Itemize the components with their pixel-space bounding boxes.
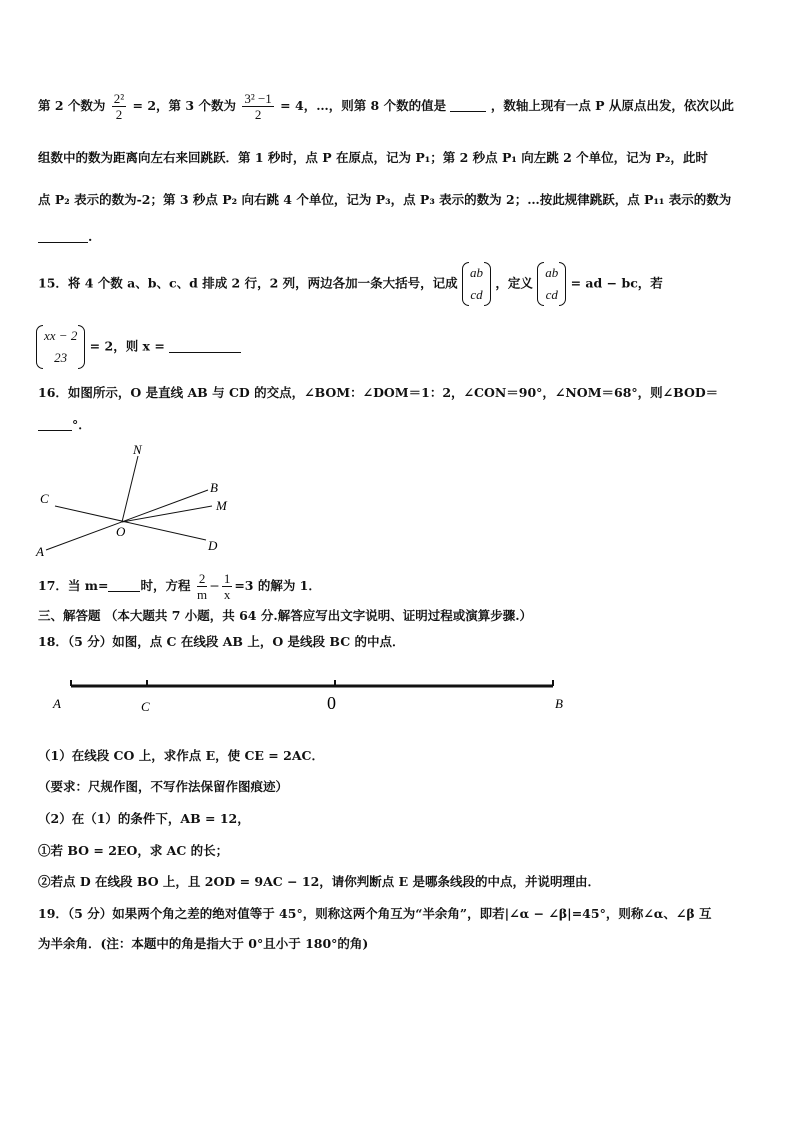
q15-line-2 [38, 325, 241, 369]
q14-fraction-1: $\frac{\text{2²}}{2}$ [113, 91, 125, 122]
q14-line-3: 点 P₂ 表示的数为-2；第 3 秒点 P₂ 向右跳 4 个单位，记为 P₃，点 P₃ 表示的数为 2；…按此规律跳跃，点 P₁₁ 表示的数为 [38, 192, 732, 207]
matrix-1: ab cd [462, 262, 491, 306]
q15-text-a: 15．将 4 个数 a、b、c、d 排成 2 行，2 列，两边各加一条大括号，记成 [38, 275, 458, 291]
label-B: B [555, 696, 563, 711]
q14-text-a: 第 2 个数为 [38, 98, 106, 113]
q19-line-2: 为半余角．(注：本题中的角是指大于 0°且小于 180°的角) [38, 936, 369, 951]
q15-text-d: = 2，则 x = [89, 338, 165, 354]
line-AB [46, 490, 208, 550]
q19-line-1: 19．（5 分）如果两个角之差的绝对值等于 45°，则称这两个角互为“半余角”，即若|∠α − ∠β|=45°，则称∠α、∠β 互 [38, 906, 712, 921]
q17-fraction-2: $\frac{1}{x}$ [223, 571, 231, 602]
q14-text-c: = 4，…，则第 8 个数的值是 [280, 98, 447, 113]
q16-line-1: 16．如图所示，O 是直线 AB 与 CD 的交点，∠BOM：∠DOM＝1：2，∠CON＝90°，∠NOM＝68°，则∠BOD＝ [38, 385, 719, 400]
q14-answer-blank-2[interactable] [38, 230, 88, 243]
section-3-heading: 三、解答题 （本大题共 7 小题，共 64 分.解答应写出文字说明、证明过程或演算步骤.） [38, 608, 533, 623]
q18-part-2-b: ②若点 D 在线段 BO 上，且 2OD = 9AC − 12，请你判断点 E 是哪条线段的中点，并说明理由． [38, 874, 601, 889]
q14-line-4: . [38, 230, 92, 244]
q16-line-2: °． [38, 418, 91, 432]
label-C: C [141, 699, 150, 714]
q17-line: 17．当 m= 时，方程 $\frac{2}{m}$ − $\frac{1}{x}$ =3 的解为 1． [38, 571, 321, 602]
matrix-3: xx − 2 23 [36, 325, 85, 369]
q16-answer-blank[interactable] [38, 418, 72, 431]
q17-answer-blank[interactable] [108, 579, 140, 592]
label-B: B [210, 480, 218, 495]
label-C: C [40, 491, 49, 506]
q18-intro: 18．（5 分）如图，点 C 在线段 AB 上，O 是线段 BC 的中点． [38, 634, 405, 649]
label-A: A [53, 696, 61, 711]
q15-line-1 [38, 262, 663, 306]
q18-part-1-note: （要求：尺规作图，不写作法保留作图痕迹） [38, 779, 289, 794]
label-D: D [208, 538, 218, 553]
label-N: N [133, 442, 142, 457]
q14-answer-blank-1[interactable] [450, 99, 486, 112]
q15-text-c: = ad − bc，若 [570, 275, 663, 291]
ray-OM [122, 506, 212, 522]
matrix-2: ab cd [537, 262, 566, 306]
q15-text-b: ，定义 [495, 275, 533, 291]
q18-part-2-a: ①若 BO = 2EO，求 AC 的长； [38, 843, 229, 858]
q16-angle-figure [30, 440, 250, 565]
label-M: M [216, 498, 227, 513]
q18-part-1: （1）在线段 CO 上，求作点 E，使 CE = 2AC． [38, 748, 324, 763]
q18-segment-figure [45, 676, 585, 716]
q14-line-2: 组数中的数为距离向左右来回跳跃．第 1 秒时，点 P 在原点，记为 P₁；第 2 秒点 P₁ 向左跳 2 个单位，记为 P₂，此时 [38, 150, 708, 165]
ray-ON [122, 456, 138, 522]
label-O: O [116, 524, 126, 539]
label-A: A [36, 544, 44, 559]
q14-text-b: = 2，第 3 个数为 [132, 98, 236, 113]
label-O: 0 [327, 693, 336, 713]
q14-text-d: ，数轴上现有一点 P 从原点出发，依次以此 [490, 98, 734, 113]
q15-answer-blank[interactable] [169, 340, 241, 353]
q18-part-2: （2）在（1）的条件下，AB = 12， [38, 811, 250, 826]
q17-fraction-1: $\frac{2}{m}$ [197, 571, 208, 602]
q14-fraction-2: $\frac{\text{3² −1}}{2}$ [244, 91, 272, 122]
q14-line-1 [38, 92, 734, 121]
